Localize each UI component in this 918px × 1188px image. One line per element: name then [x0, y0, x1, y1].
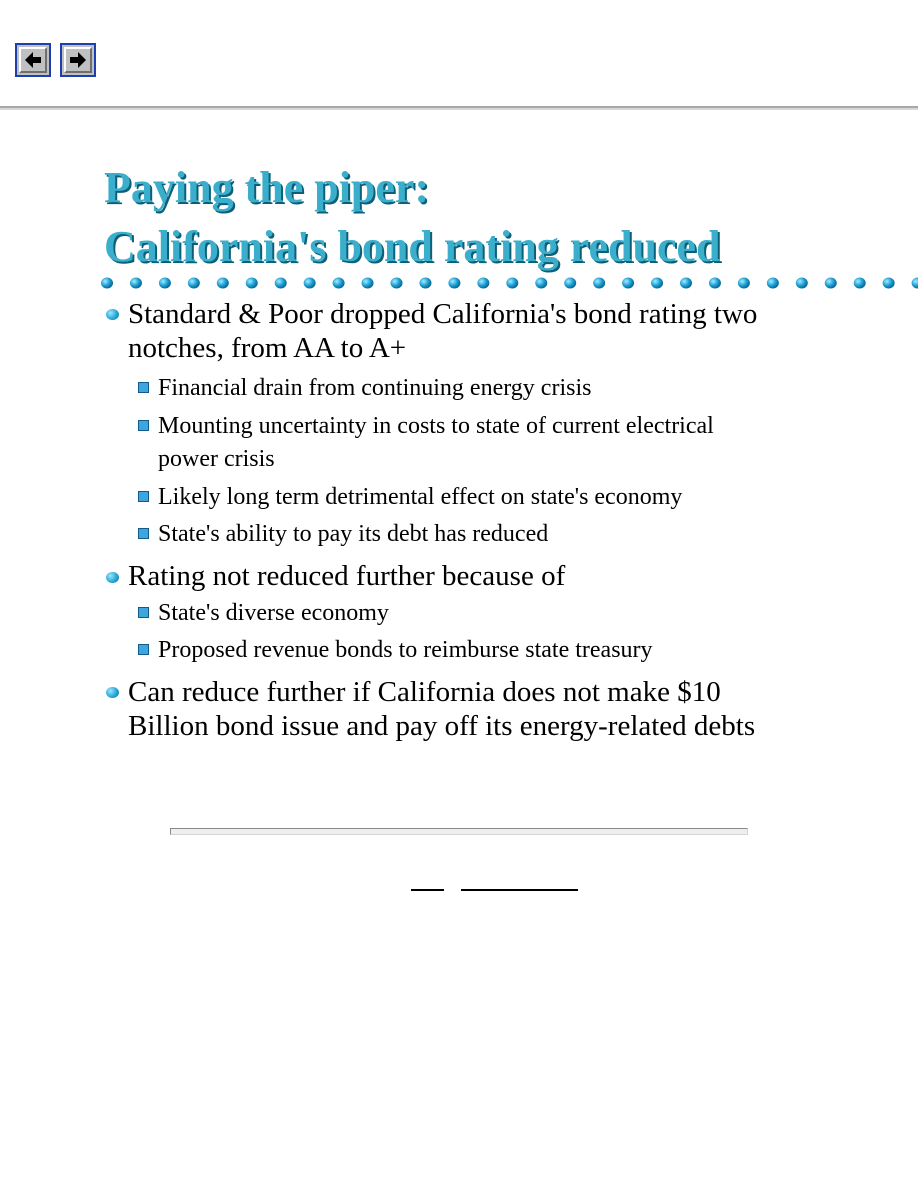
footer-link-1[interactable] [411, 889, 444, 891]
bullet-marker-icon [106, 572, 119, 583]
bullet-marker-icon [106, 309, 119, 320]
sub-bullet-text: State's ability to pay its debt has reduced [158, 521, 549, 547]
sub-bullet-text: power crisis [158, 446, 275, 472]
divider-dot [419, 278, 431, 289]
slide-title-line1: Paying the piper: [104, 163, 430, 212]
divider-dot [391, 278, 403, 289]
divider-dot [275, 278, 287, 289]
bullet-text: Rating not reduced further because of [128, 560, 566, 592]
divider-dot [304, 278, 316, 289]
divider-dot [159, 278, 171, 289]
divider-dot [825, 278, 837, 289]
divider-dot [333, 278, 345, 289]
divider-dot [854, 278, 866, 289]
divider-dot [651, 278, 663, 289]
divider-dot [362, 278, 374, 289]
divider-dot [101, 278, 113, 289]
arrow-right-icon [67, 50, 89, 70]
divider-dot [477, 278, 489, 289]
bullet-text: Can reduce further if California does not make $10 [128, 676, 721, 708]
divider-dot [680, 278, 692, 289]
sub-bullet-marker-icon [138, 607, 149, 618]
bullet-marker-icon [106, 687, 119, 698]
divider-dot [622, 278, 634, 289]
sub-bullet-text: State's diverse economy [158, 600, 389, 626]
sub-bullet-marker-icon [138, 420, 149, 431]
top-divider [0, 106, 918, 110]
bullet-text: Billion bond issue and pay off its energy-related debts [128, 710, 756, 742]
divider-dot [709, 278, 721, 289]
bottom-divider [170, 828, 748, 835]
sub-bullet-text: Proposed revenue bonds to reimburse state treasury [158, 637, 653, 663]
divider-dot [246, 278, 258, 289]
divider-dot [767, 278, 779, 289]
sub-bullet-marker-icon [138, 491, 149, 502]
title-dotted-divider [100, 276, 918, 290]
divider-dot [564, 278, 576, 289]
divider-dot [796, 278, 808, 289]
divider-dot [506, 278, 518, 289]
divider-dot [535, 278, 547, 289]
divider-dot [130, 278, 142, 289]
slide-title [104, 158, 720, 276]
divider-dot [448, 278, 460, 289]
divider-dot [738, 278, 750, 289]
footer-link-2[interactable] [461, 889, 578, 891]
sub-bullet-text: Financial drain from continuing energy crisis [158, 375, 592, 401]
sub-bullet-marker-icon [138, 644, 149, 655]
bullet-text: notches, from AA to A+ [128, 332, 407, 364]
next-slide-button[interactable] [60, 43, 96, 77]
divider-dot [593, 278, 605, 289]
sub-bullet-text: Likely long term detrimental effect on state's economy [158, 484, 683, 510]
divider-dot [883, 278, 895, 289]
sub-bullet-text: Mounting uncertainty in costs to state of current electrical [158, 413, 714, 439]
sub-bullet-marker-icon [138, 528, 149, 539]
sub-bullet-marker-icon [138, 382, 149, 393]
arrow-left-icon [22, 50, 44, 70]
divider-dot [217, 278, 229, 289]
previous-slide-button[interactable] [15, 43, 51, 77]
divider-dot [188, 278, 200, 289]
bullet-text: Standard & Poor dropped California's bond rating two [128, 298, 758, 330]
divider-dot [912, 278, 918, 289]
slide-title-line2: California's bond rating reduced [104, 222, 721, 271]
